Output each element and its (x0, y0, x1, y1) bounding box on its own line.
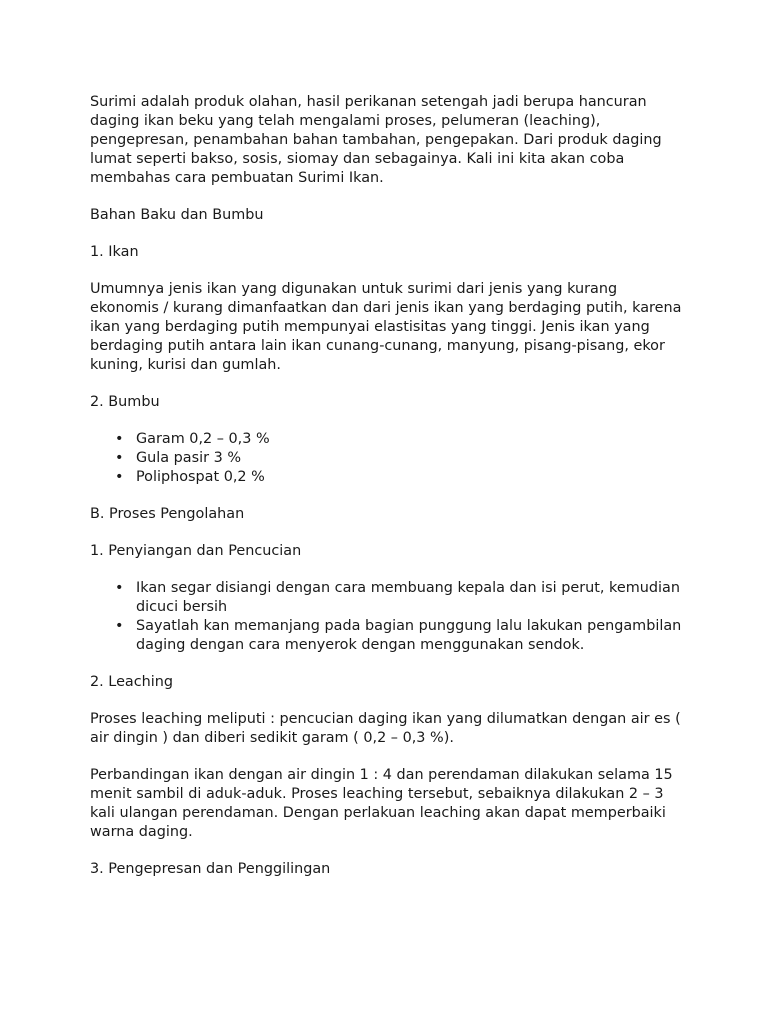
bullet-icon: • (115, 469, 124, 485)
subheading-pengepresan: 3. Pengepresan dan Penggilingan (90, 861, 331, 877)
list-item (115, 579, 690, 617)
list-item-text: Poliphospat 0,2 % (136, 469, 265, 485)
subheading-ikan: 1. Ikan (90, 244, 139, 260)
leaching-paragraph-2: Perbandingan ikan dengan air dingin 1 : 4 dan perendaman dilakukan selama 15 menit sambil di aduk-aduk. Proses leaching tersebut, sebaiknya dilakukan 2 – 3 kali ulangan perendaman. Dengan perlakuan leaching akan dapat memperbaiki warna daging. (90, 767, 673, 840)
list-item (115, 449, 690, 468)
subheading-penyiangan: 1. Penyiangan dan Pencucian (90, 543, 302, 559)
subheading-bumbu: 2. Bumbu (90, 394, 160, 410)
penyiangan-list (90, 579, 690, 655)
ikan-paragraph: Umumnya jenis ikan yang digunakan untuk surimi dari jenis yang kurang ekonomis / kurang dimanfaatkan dan dari jenis ikan yang berdaging putih, karena ikan yang berdaging putih mempunyai elastisitas yang tinggi. Jenis ikan yang berdaging putih antara lain ikan cunang-cunang, manyung, pisang-pisang, ekor kuning, kurisi dan gumlah. (90, 281, 682, 373)
bullet-icon: • (115, 431, 124, 447)
bumbu-list (90, 430, 690, 487)
list-item (115, 468, 690, 487)
bullet-icon: • (115, 618, 124, 634)
section-heading-proses: B. Proses Pengolahan (90, 506, 245, 522)
list-item (115, 617, 690, 655)
list-item-text: Gula pasir 3 % (136, 450, 242, 466)
section-heading-bahan: Bahan Baku dan Bumbu (90, 207, 264, 223)
bullet-icon: • (115, 580, 124, 596)
intro-paragraph: Surimi adalah produk olahan, hasil perikanan setengah jadi berupa hancuran daging ikan beku yang telah mengalami proses, pelumeran (leaching), pengepresan, penambahan bahan tambahan, pengepakan. Dari produk daging lumat seperti bakso, sosis, siomay dan sebagainya. Kali ini kita akan coba membahas cara pembuatan Surimi Ikan. (90, 94, 662, 186)
bullet-icon: • (115, 450, 124, 466)
list-item-text: Ikan segar disiangi dengan cara membuang kepala dan isi perut, kemudian dicuci bersih (136, 580, 680, 615)
subheading-leaching: 2. Leaching (90, 674, 174, 690)
list-item-text: Garam 0,2 – 0,3 % (136, 431, 270, 447)
document-body (90, 93, 690, 897)
list-item-text: Sayatlah kan memanjang pada bagian punggung lalu lakukan pengambilan daging dengan cara menyerok dengan menggunakan sendok. (136, 618, 682, 653)
leaching-paragraph-1: Proses leaching meliputi : pencucian daging ikan yang dilumatkan dengan air es ( air dingin ) dan diberi sedikit garam ( 0,2 – 0,3 %). (90, 711, 681, 746)
list-item (115, 430, 690, 449)
